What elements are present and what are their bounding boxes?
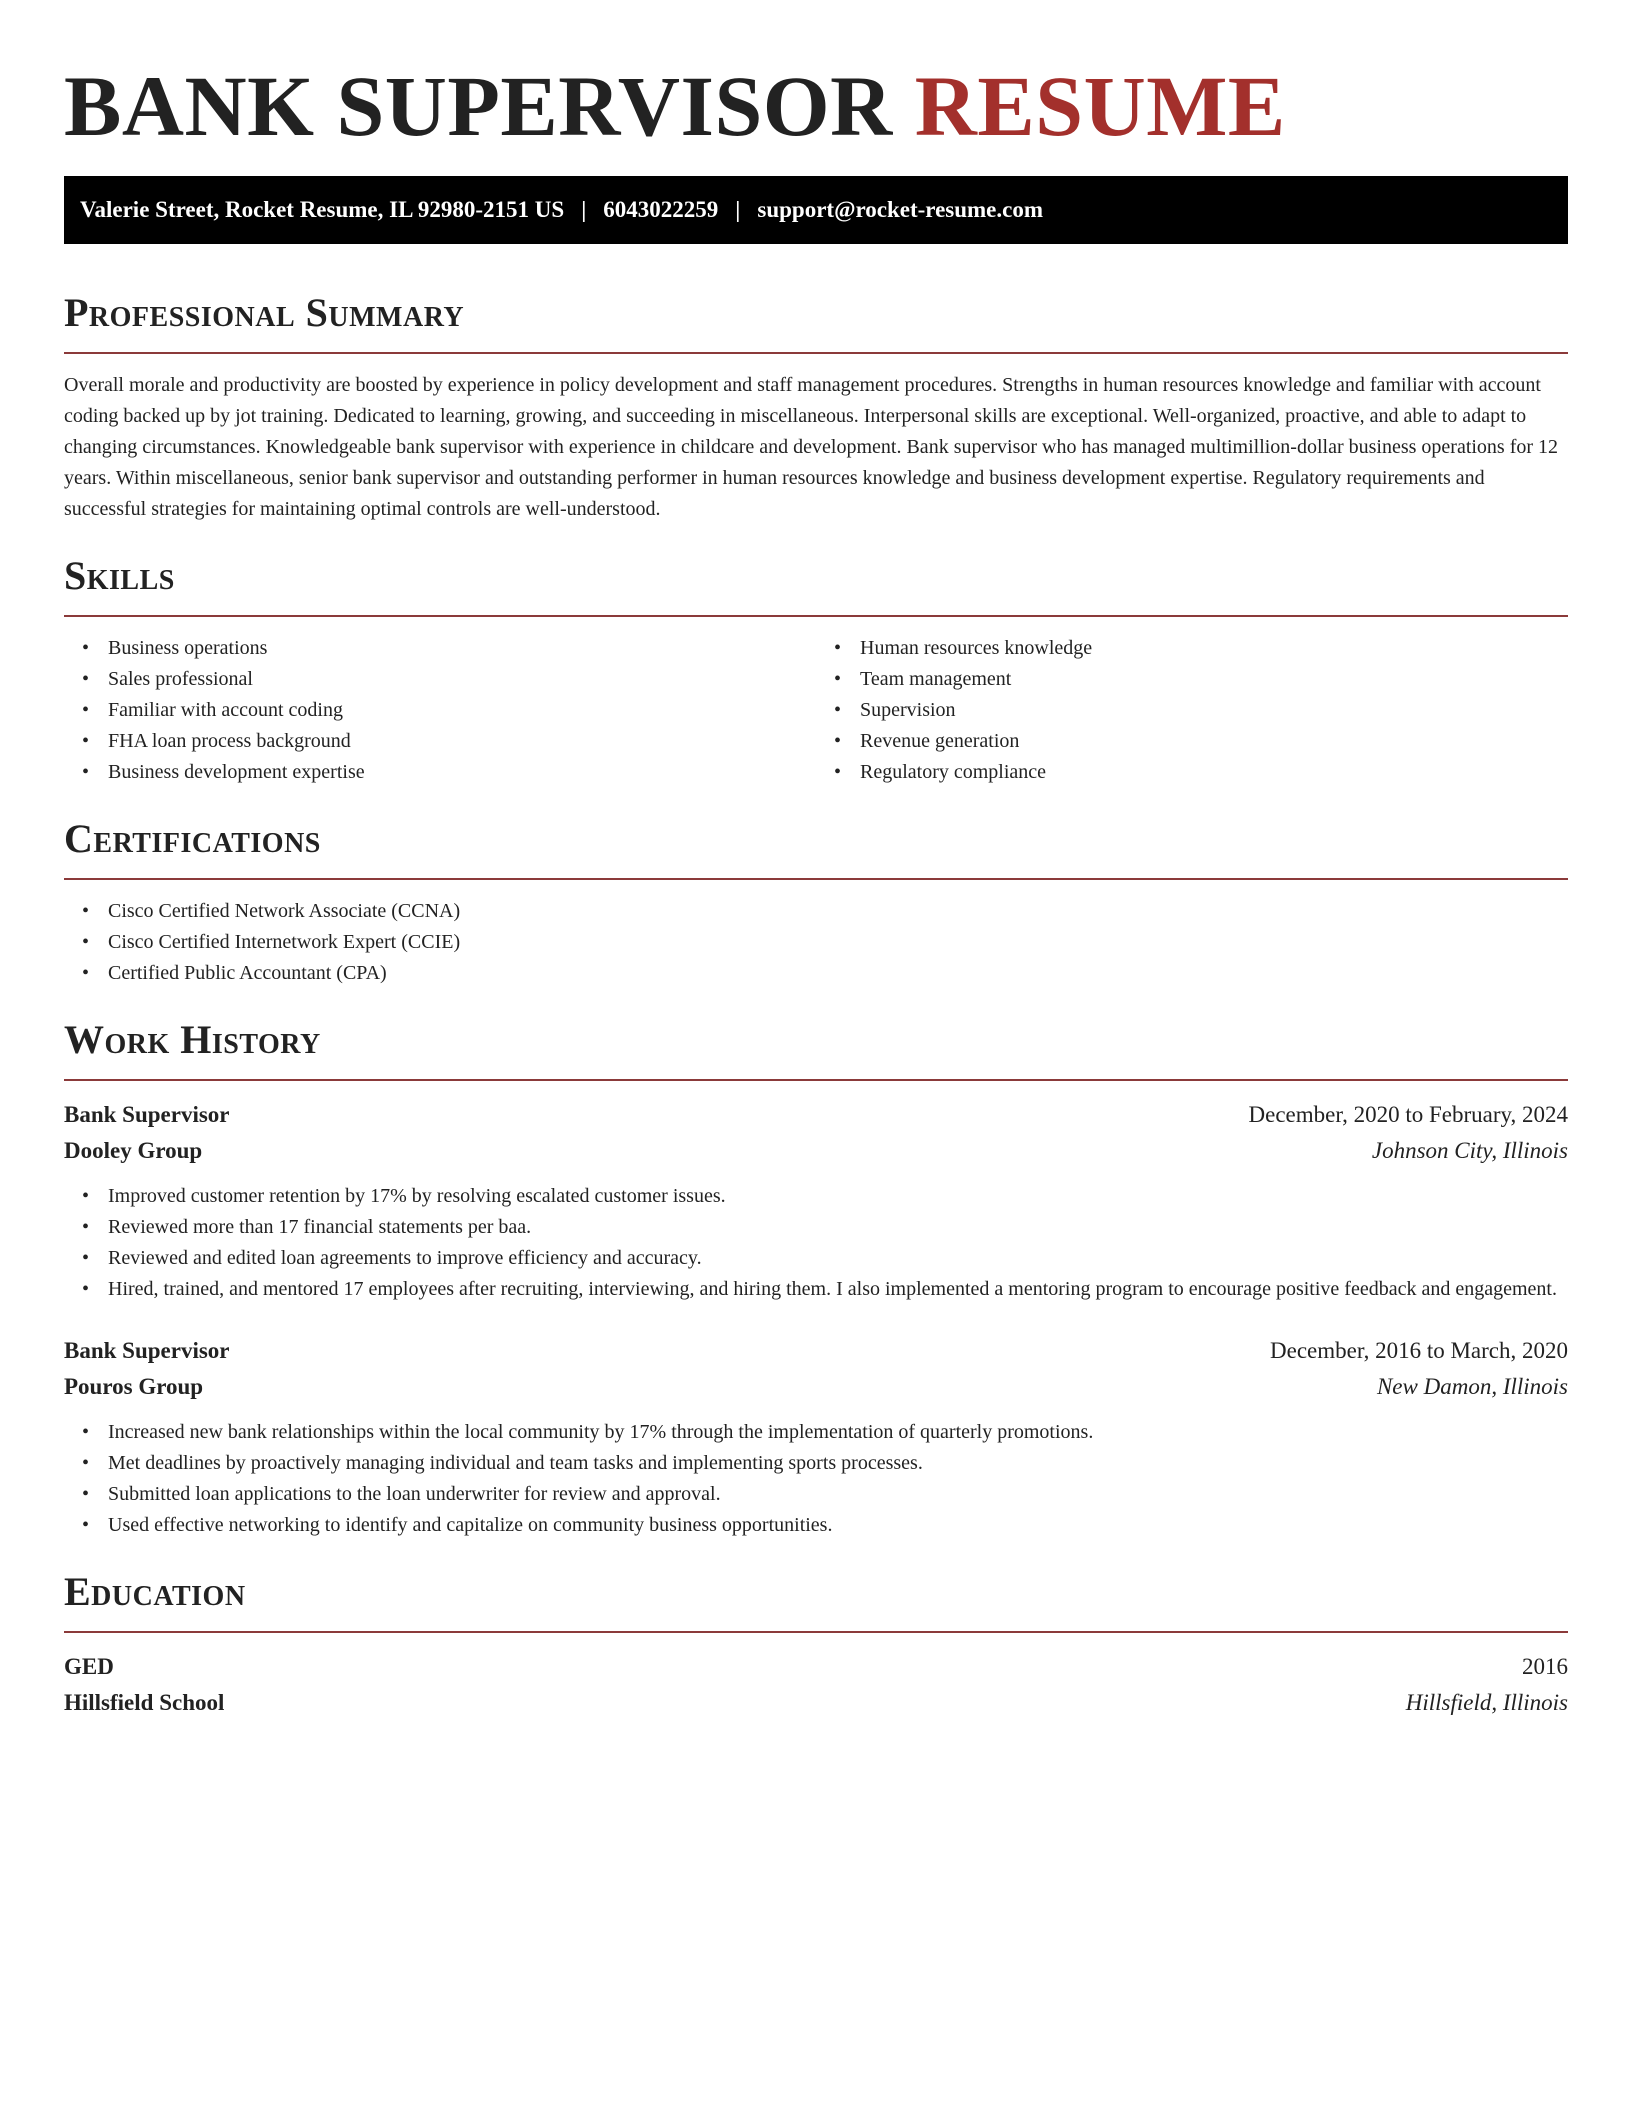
education-heading: Education xyxy=(64,1569,246,1614)
resume-title xyxy=(64,0,1568,156)
job-entry xyxy=(64,1097,1568,1305)
summary-text: Overall morale and productivity are boosted by experience in policy development and staff management procedures. Strengths in human resources knowledge and familiar with account coding backed up by jot training. Dedicated to learning, growing, and succeeding in miscellaneous. Interpersonal skills are exceptional. Well-organized, proactive, and able to adapt to changing circumstances. Knowledgeable bank supervisor with experience in childcare and development. Bank supervisor who has managed multimillion-dollar business operations for 12 years. Within miscellaneous, senior bank supervisor and outstanding performer in human resources knowledge and business development expertise. Regulatory requirements and successful strategies for maintaining optimal controls are well-understood. xyxy=(64,374,1559,520)
job-bullet: • Increased new bank relationships within the local community by 17% through the implementation of quarterly promotions. xyxy=(108,1417,1568,1448)
work-history-section xyxy=(64,1017,1568,1541)
job-title-row xyxy=(64,1097,1568,1133)
job-bullets xyxy=(64,1181,1568,1305)
section-divider xyxy=(64,878,1568,880)
job-company: Dooley Group xyxy=(64,1138,203,1163)
job-dates: December, 2016 to March, 2020 xyxy=(1270,1338,1568,1363)
certifications-list xyxy=(64,896,1568,989)
skill-item: • Business operations xyxy=(108,633,816,664)
skill-item: • Regulatory compliance xyxy=(860,757,1568,788)
skill-item: • Revenue generation xyxy=(860,726,1568,757)
education-section xyxy=(64,1569,1568,1721)
summary-heading: Professional Summary xyxy=(64,290,465,335)
job-company-row xyxy=(64,1369,1568,1405)
job-title: Bank Supervisor xyxy=(64,1102,230,1127)
contact-bar xyxy=(64,176,1568,244)
job-location: New Damon, Illinois xyxy=(1376,1374,1568,1399)
skill-item: • FHA loan process background xyxy=(108,726,816,757)
education-school: Hillsfield School xyxy=(64,1690,225,1715)
skills-grid xyxy=(64,633,1568,788)
contact-email: support@rocket-resume.com xyxy=(757,197,1044,222)
job-bullet: • Improved customer retention by 17% by resolving escalated customer issues. xyxy=(108,1181,1568,1212)
job-entry xyxy=(64,1333,1568,1541)
skill-item: • Familiar with account coding xyxy=(108,695,816,726)
title-accent: RESUME xyxy=(914,58,1286,154)
skills-list-left xyxy=(64,633,816,788)
skills-heading: Skills xyxy=(64,553,175,598)
skill-item: • Human resources knowledge xyxy=(860,633,1568,664)
education-year: 2016 xyxy=(1522,1654,1568,1679)
job-bullet: • Hired, trained, and mentored 17 employees after recruiting, interviewing, and hiring them. I also implemented a mentoring program to encourage positive feedback and engagement. xyxy=(108,1274,1568,1305)
job-bullet: • Reviewed and edited loan agreements to improve efficiency and accuracy. xyxy=(108,1243,1568,1274)
contact-phone: 6043022259 xyxy=(603,197,719,222)
job-location: Johnson City, Illinois xyxy=(1371,1138,1568,1163)
skill-item: • Business development expertise xyxy=(108,757,816,788)
certifications-section xyxy=(64,816,1568,989)
education-location: Hillsfield, Illinois xyxy=(1405,1690,1568,1715)
skills-section xyxy=(64,553,1568,788)
job-bullets xyxy=(64,1417,1568,1541)
education-degree-row xyxy=(64,1649,1568,1685)
job-bullet: • Met deadlines by proactively managing individual and team tasks and implementing sports processes. xyxy=(108,1448,1568,1479)
job-dates: December, 2020 to February, 2024 xyxy=(1248,1102,1568,1127)
work-history-heading: Work History xyxy=(64,1017,321,1062)
job-bullet: • Reviewed more than 17 financial statements per baa. xyxy=(108,1212,1568,1243)
skills-list-right xyxy=(816,633,1568,788)
job-company-row xyxy=(64,1133,1568,1169)
education-school-row xyxy=(64,1685,1568,1721)
certifications-heading: Certifications xyxy=(64,816,321,861)
section-divider xyxy=(64,1631,1568,1633)
education-degree: GED xyxy=(64,1654,114,1679)
job-title: Bank Supervisor xyxy=(64,1338,230,1363)
contact-separator: | xyxy=(581,197,587,222)
job-company: Pouros Group xyxy=(64,1374,204,1399)
certification-item: • Cisco Certified Network Associate (CCNA) xyxy=(108,896,1568,927)
section-divider xyxy=(64,352,1568,354)
job-bullet: • Submitted loan applications to the loan underwriter for review and approval. xyxy=(108,1479,1568,1510)
job-title-row xyxy=(64,1333,1568,1369)
contact-separator: | xyxy=(735,197,741,222)
summary-section xyxy=(64,290,1568,525)
job-bullet: • Used effective networking to identify and capitalize on community business opportunities. xyxy=(108,1510,1568,1541)
skill-item: • Supervision xyxy=(860,695,1568,726)
section-divider xyxy=(64,1079,1568,1081)
certification-item: • Cisco Certified Internetwork Expert (CCIE) xyxy=(108,927,1568,958)
title-main: BANK SUPERVISOR xyxy=(64,58,893,154)
certification-item: • Certified Public Accountant (CPA) xyxy=(108,958,1568,989)
section-divider xyxy=(64,615,1568,617)
contact-address: Valerie Street, Rocket Resume, IL 92980-2151 US xyxy=(80,197,565,222)
skill-item: • Sales professional xyxy=(108,664,816,695)
skill-item: • Team management xyxy=(860,664,1568,695)
